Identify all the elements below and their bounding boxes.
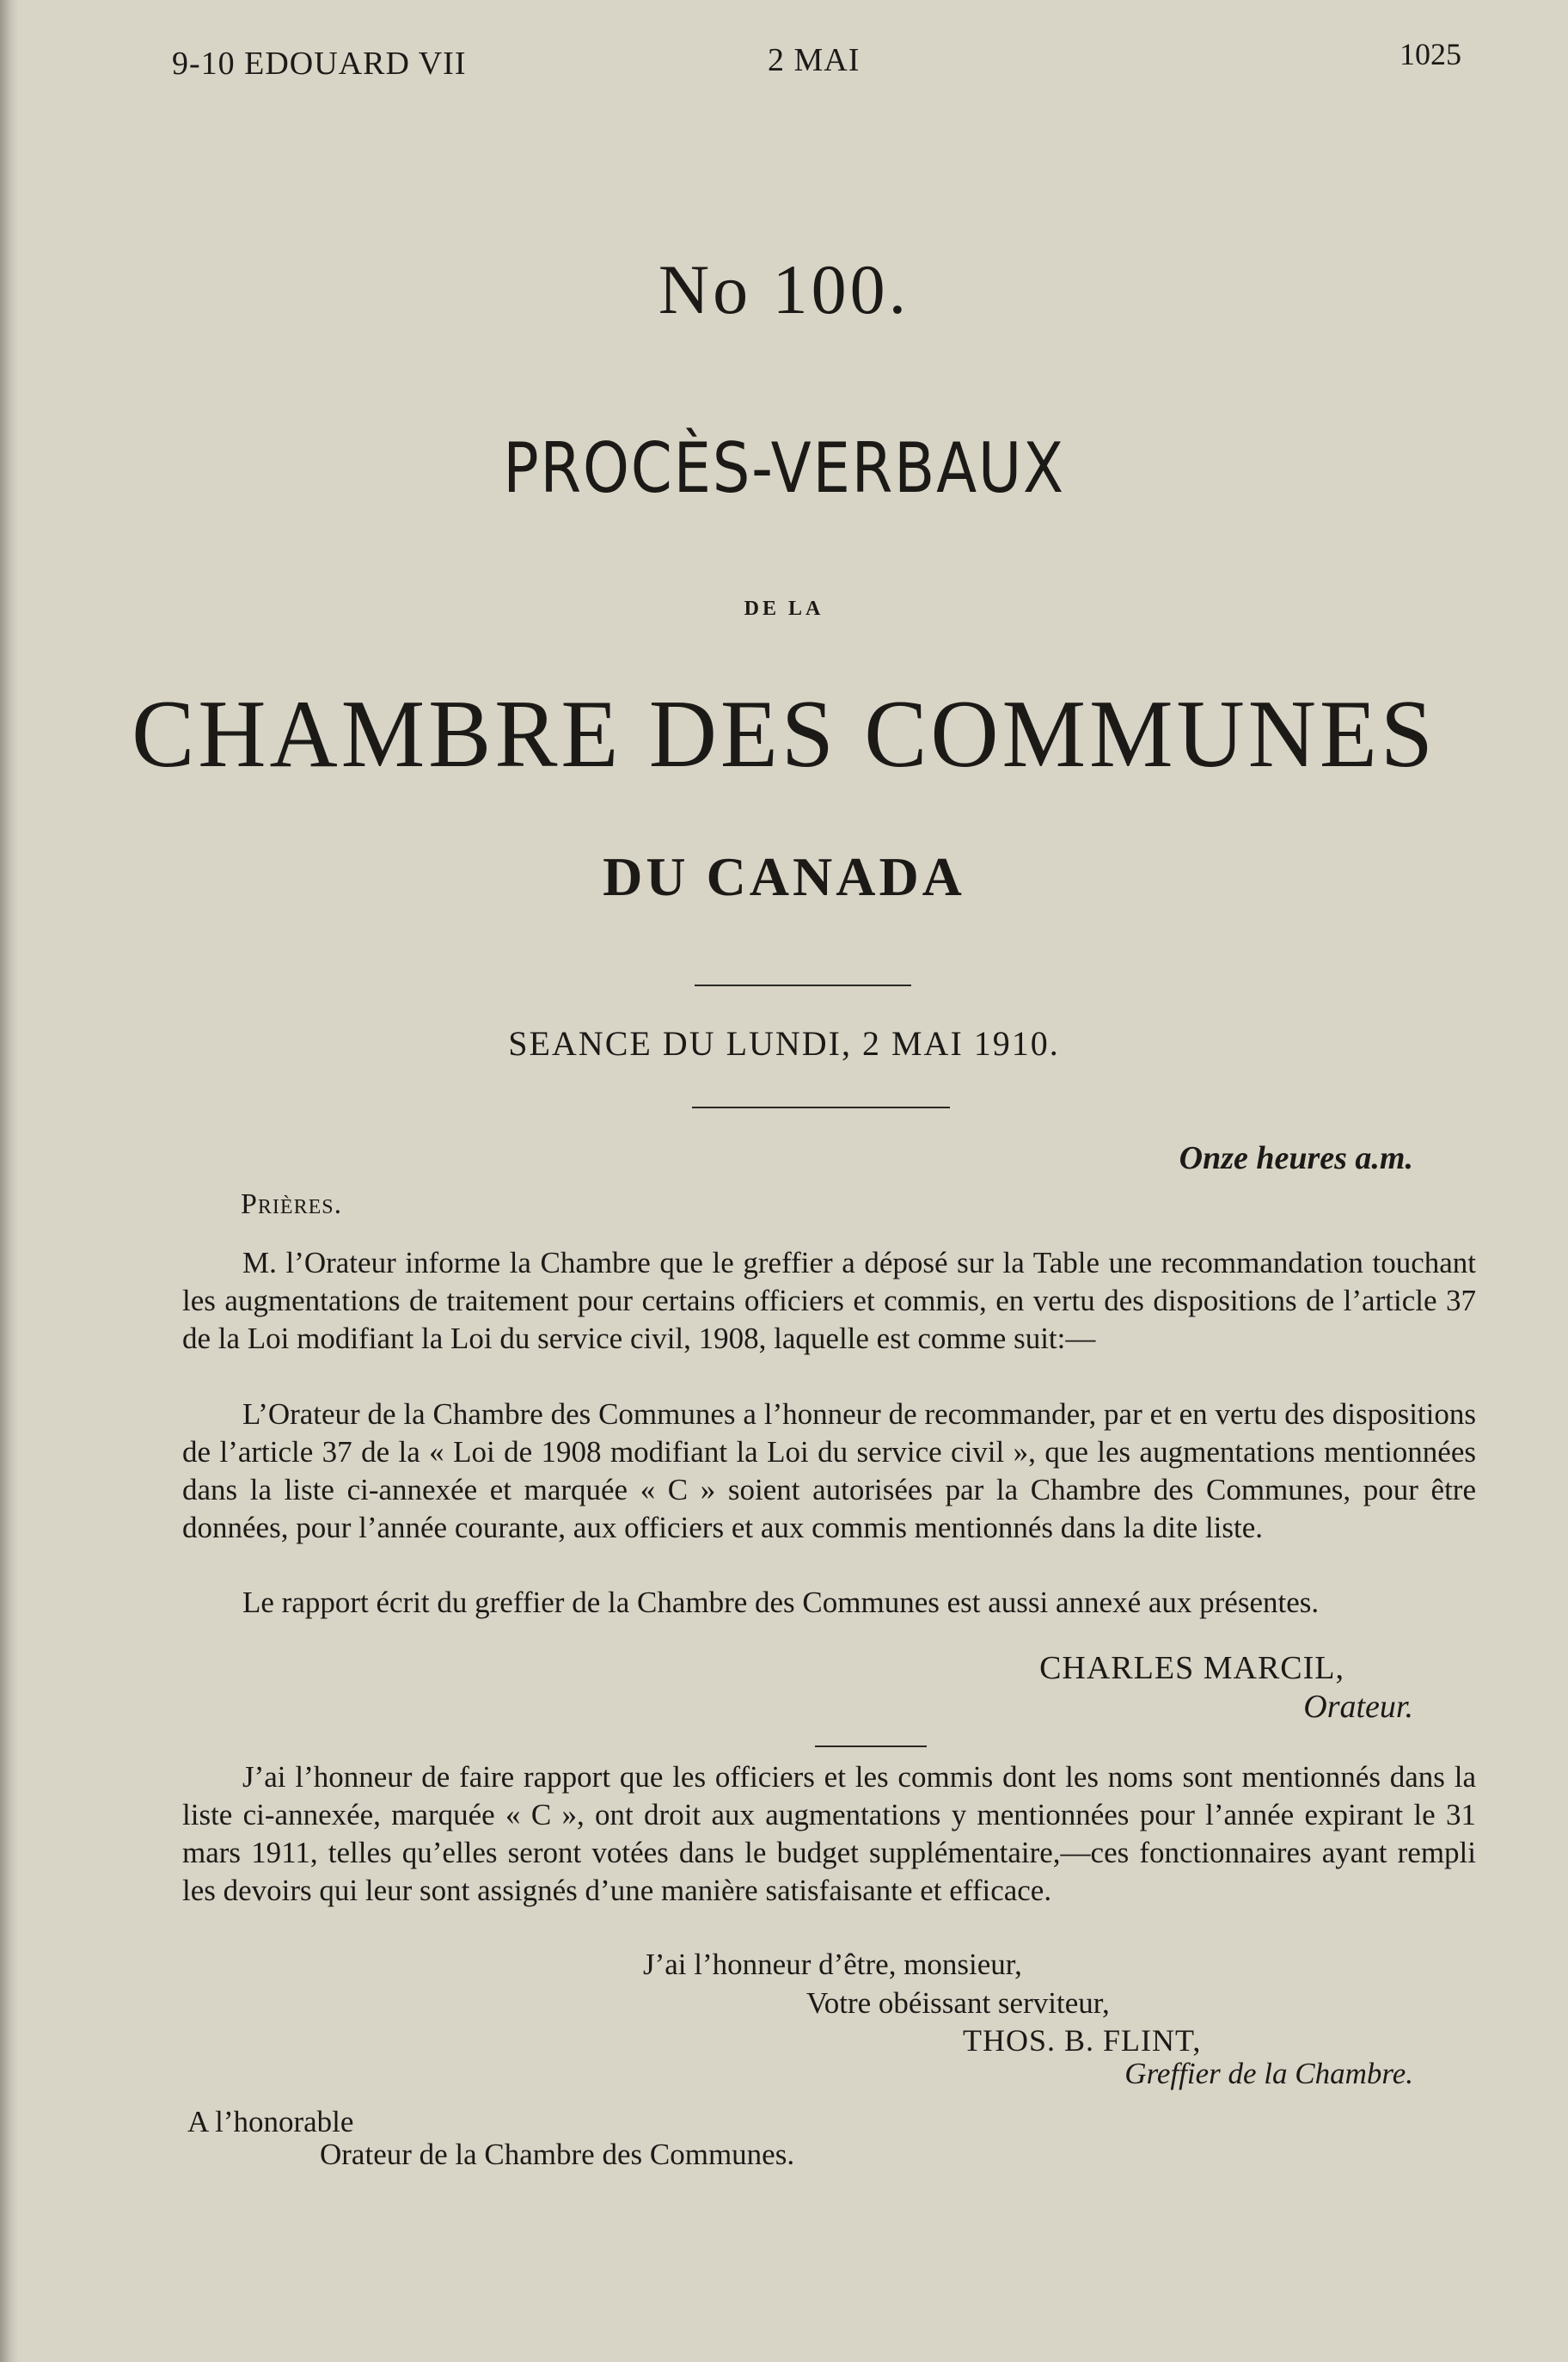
session-time: Onze heures a.m.	[1179, 1140, 1413, 1176]
divider-rule	[815, 1745, 927, 1747]
paragraph-text: L’Orateur de la Chambre des Communes a l’honneur de recommander, par et en vertu des dispositions de l’article 37 de la « Loi de 1908 modifiant la Loi du service civil », que les augmentations mentionnées dans la liste ci-annexée et marquée « C » soient autorisées par la Chambre des Communes, pour être données, pour l’année courante, aux officiers et aux commis mentionnés dans la dite liste.	[182, 1397, 1476, 1544]
paragraph	[182, 1244, 1476, 1358]
session-heading: SEANCE DU LUNDI, 2 MAI 1910.	[508, 1024, 1060, 1063]
address-line: Orateur de la Chambre des Communes.	[320, 2138, 795, 2171]
paragraph-text: J’ai l’honneur de faire rapport que les officiers et les commis dont les noms sont mentionnés dans la liste ci-annexée, marquée « C », ont droit aux augmentations y mentionnées pour l’année expirant le 31 mars 1911, telles qu’elles seront votées dans le budget supplémentaire,—ces fonctionnaires ayant rempli les devoirs qui leur sont assignés d’une manière satisfaisante et efficace.	[182, 1760, 1476, 1907]
title-proces-verbaux: PROCÈS-VERBAUX	[503, 428, 1065, 508]
paragraph	[182, 1396, 1476, 1547]
title-de-la: DE LA	[744, 598, 824, 620]
divider-rule	[692, 1107, 950, 1108]
paragraph-text: M. l’Orateur informe la Chambre que le greffier a déposé sur la Table une recommandation touchant les augmentations de traitement pour certains officiers et commis, en vertu des dispositions de l’article 37 de la Loi modifiant la Loi du service civil, 1908, laquelle est comme suit:—	[182, 1246, 1476, 1355]
signatory-name: CHARLES MARCIL,	[1039, 1650, 1344, 1686]
running-header-date: 2 MAI	[768, 42, 861, 78]
divider-rule	[695, 985, 911, 986]
page-number: 1025	[1400, 37, 1461, 71]
document-number: No 100.	[658, 250, 910, 328]
clerk-title: Greffier de la Chambre.	[1124, 2057, 1413, 2090]
closing-line: Votre obéissant serviteur,	[806, 1986, 1110, 2020]
closing-line: J’ai l’honneur d’être, monsieur,	[643, 1948, 1022, 1981]
running-header-left: 9-10 EDOUARD VII	[172, 46, 467, 82]
prayers-heading: Prières.	[241, 1188, 343, 1220]
page-gutter-shadow	[0, 0, 19, 2362]
title-chambre-des-communes: CHAMBRE DES COMMUNES	[132, 681, 1436, 788]
paragraph-text: Le rapport écrit du greffier de la Chambre des Communes est aussi annexé aux présentes.	[242, 1586, 1320, 1619]
clerk-name: THOS. B. FLINT,	[963, 2023, 1202, 2058]
title-du-canada: DU CANADA	[603, 846, 965, 907]
signatory-title: Orateur.	[1303, 1689, 1413, 1725]
paragraph	[182, 1584, 1476, 1622]
address-line: A l’honorable	[187, 2105, 354, 2138]
paragraph	[182, 1758, 1476, 1910]
